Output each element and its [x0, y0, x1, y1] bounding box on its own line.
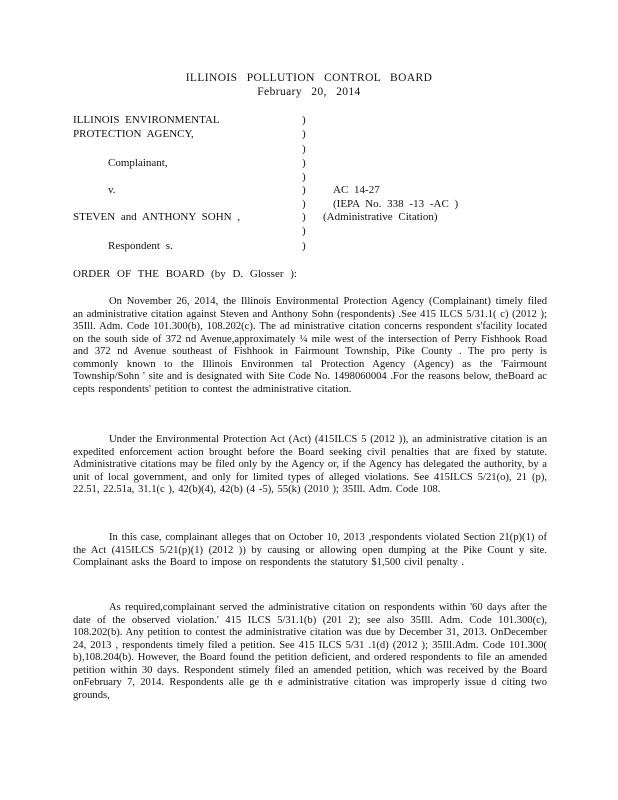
- caption-paren: ): [302, 171, 306, 183]
- caption-paren: ): [302, 211, 306, 223]
- caption-paren: ): [302, 143, 306, 155]
- board-title: ILLINOIS POLLUTION CONTROL BOARD: [185, 72, 433, 84]
- caption-paren: ): [302, 184, 306, 196]
- caption-paren: ): [302, 157, 306, 169]
- complainant-name-line1: ILLINOIS ENVIRONMENTAL: [73, 114, 220, 126]
- paragraph-text: In this case, complainant alleges that on October 10, 2013 ,respondents violated Section 21(p)(1) of the Act (415ILCS 5/21(p)(1) (2012 )) by causing or allowing open dumping at the Pike Count y site. Complainant asks the Board to impose on respondents the statutory $1,500 civil penalty .: [73, 532, 547, 568]
- order-date: February 20, 2014: [257, 86, 361, 98]
- order-heading: ORDER OF THE BOARD (by D. Glosser ):: [73, 268, 297, 280]
- case-number: AC 14-27: [333, 184, 380, 196]
- body-paragraph: [73, 434, 547, 497]
- caption-paren: ): [302, 114, 306, 126]
- body-paragraph: [73, 532, 547, 570]
- caption-paren: ): [302, 128, 306, 140]
- iepa-number: (IEPA No. 338 -13 -AC ): [333, 198, 459, 210]
- paragraph-text: As required,complainant served the administrative citation on respondents within '60 days after the date of the observed violation.' 415 ILCS 5/31.1(b) (201 2); see also 35Ill. Adm. Code 101.300(c), 108.202(b). Any petition to contest the administrative citation was due by December 31, 2013. OnDecember 24, 2013 , respondents timely filed a petition. See 415 ILCS 5/31 .1(d) (2012 ); 35Ill.Adm. Code 101.300( b),108.204(b). However, the Board found the petition deficient, and ordered respondents to file an amended petition within 30 days. Respondent stimely filed an amended petition, which was received by the Board onFebruary 7, 2014. Respondents alle ge th e administrative citation was improperly issue d citing two grounds,: [73, 602, 547, 701]
- body-paragraph: [73, 296, 547, 396]
- versus-label: v.: [108, 184, 116, 196]
- complainant-role: Complainant,: [108, 157, 168, 169]
- body-paragraph: [73, 602, 547, 702]
- paragraph-text: Under the Environmental Protection Act (Act) (415ILCS 5 (2012 )), an administrative citation is an expedited enforcement action brought before the Board seeking civil penalties that are fixed by statute. Administrative citations may be filed only by the Agency or, if the Agency has delegated the authority, by a unit of local government, and only for limited types of alleged violations. See 415ILCS 5/21(o), 21 (p), 22.51, 22.51a, 31.1(c ), 42(b)(4), 42(b) (4 -5), 55(k) (2010 ); 35Ill. Adm. Code 108.: [73, 434, 547, 495]
- complainant-name-line2: PROTECTION AGENCY,: [73, 128, 194, 140]
- case-type: (Administrative Citation): [323, 211, 438, 223]
- caption-paren: ): [302, 225, 306, 237]
- caption-paren: ): [302, 240, 306, 252]
- respondent-role: Respondent s.: [108, 240, 173, 252]
- paragraph-text: On November 26, 2014, the Illinois Environmental Protection Agency (Complainant) timely filed an administrative citation against Steven and Anthony Sohn (respondents) .See 415 ILCS 5/31.1( c) (2012 ); 35Ill. Adm. Code 101.300(b), 108.202(c). The ad ministrative citation concerns respondent s'facility located on the south side of 372 nd Avenue,approximately ¼ mile west of the intersection of Perry Fishhook Road and 372 nd Avenue southeast of Fishhook in Fairmount Township, Pike County . The pro perty is commonly known to the Illinois Environmen tal Protection Agency (Agency) as the 'Fairmount Township/Sohn ' site and is designated with Site Code No. 1498060004 .For the reasons below, theBoard ac cepts respondents' petition to contest the administrative citation.: [73, 296, 547, 395]
- respondent-name: STEVEN and ANTHONY SOHN ,: [73, 211, 241, 223]
- caption-paren: ): [302, 198, 306, 210]
